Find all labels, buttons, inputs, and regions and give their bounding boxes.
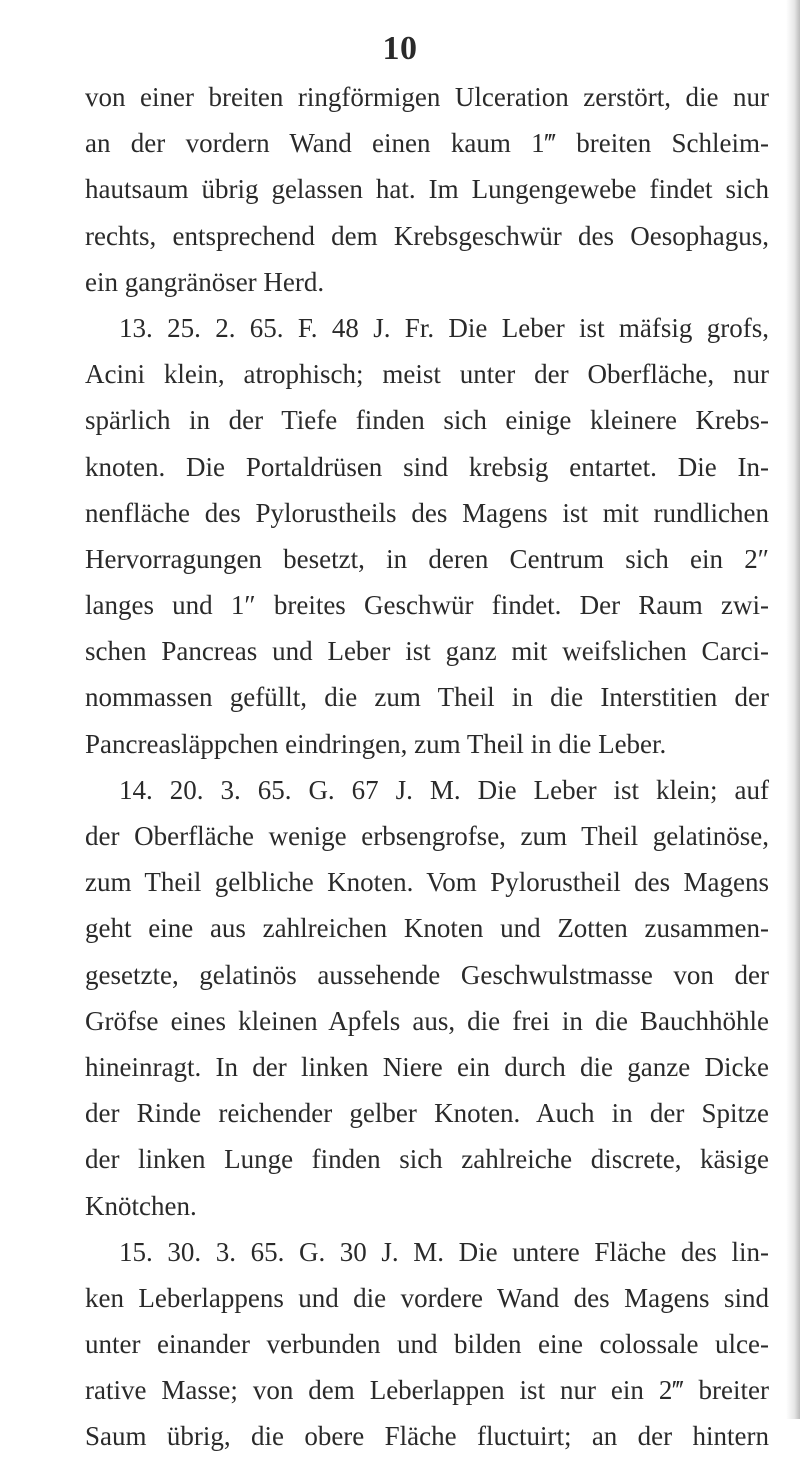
text-line: 13. 25. 2. 65. F. 48 J. Fr. Die Leber ist mäfsig grofs, [119, 312, 769, 343]
text-line: der Rinde reichender gelber Knoten. Auch in der Spitze [85, 1098, 769, 1129]
text-line: Hervorragungen besetzt, in deren Centrum sich ein 2″ [85, 543, 769, 574]
text-line: hautsaum übrig gelassen hat. Im Lungengewebe findet sich [85, 174, 769, 205]
text-line: Saum übrig, die obere Fläche fluctuirt; an der hintern [85, 1421, 769, 1452]
text-line: nenfläche des Pylorustheils des Magens ist mit rundlichen [85, 497, 769, 528]
text-line: 14. 20. 3. 65. G. 67 J. M. Die Leber ist klein; auf [119, 774, 769, 805]
text-line: spärlich in der Tiefe finden sich einige kleinere Krebs- [85, 405, 769, 436]
text-line: Knötchen. [85, 1190, 197, 1221]
text-line: Pancreasläppchen eindringen, zum Theil in die Leber. [85, 728, 667, 759]
text-line: langes und 1″ breites Geschwür findet. Der Raum zwi- [85, 590, 769, 621]
page-number: 10 [382, 30, 418, 67]
text-line: schen Pancreas und Leber ist ganz mit weifslichen Carci- [85, 636, 769, 667]
text-line: ken Leberlappens und die vordere Wand des Magens sind [85, 1282, 769, 1313]
text-line: unter einander verbunden und bilden eine colossale ulce- [85, 1329, 769, 1360]
text-line: von einer breiten ringförmigen Ulceration zerstört, die nur [85, 82, 769, 112]
text-line: geht eine aus zahlreichen Knoten und Zotten zusammen- [85, 913, 769, 944]
text-line: hineinragt. In der linken Niere ein durch die ganze Dicke [85, 1051, 769, 1082]
text-line: an der vordern Wand einen kaum 1‴ breiten Schleim- [85, 128, 769, 159]
text-line: 15. 30. 3. 65. G. 30 J. M. Die untere Fläche des lin- [119, 1236, 769, 1267]
text-line: rechts, entsprechend dem Krebsgeschwür des Oesophagus, [85, 220, 769, 251]
text-line: der linken Lunge finden sich zahlreiche discrete, käsige [85, 1144, 769, 1175]
text-line: ein gangränöser Herd. [85, 266, 325, 297]
text-line: Acini klein, atrophisch; meist unter der Oberfläche, nur [85, 359, 769, 390]
text-line: knoten. Die Portaldrüsen sind krebsig entartet. Die In- [85, 451, 769, 482]
text-line: Gröfse eines kleinen Apfels aus, die frei in die Bauchhöhle [85, 1005, 769, 1036]
text-line: der Oberfläche wenige erbsengrofse, zum Theil gelatinöse, [85, 821, 769, 851]
page-edge-shadow [786, 0, 800, 1419]
text-line: zum Theil gelbliche Knoten. Vom Pylorustheil des Magens [85, 867, 769, 898]
text-line: rative Masse; von dem Leberlappen ist nur ein 2‴ breiter [85, 1375, 769, 1406]
body-text [85, 74, 769, 1460]
text-line: gesetzte, gelatinös aussehende Geschwulstmasse von der [85, 959, 769, 990]
text-line: nommassen gefüllt, die zum Theil in die Interstitien der [85, 682, 769, 713]
